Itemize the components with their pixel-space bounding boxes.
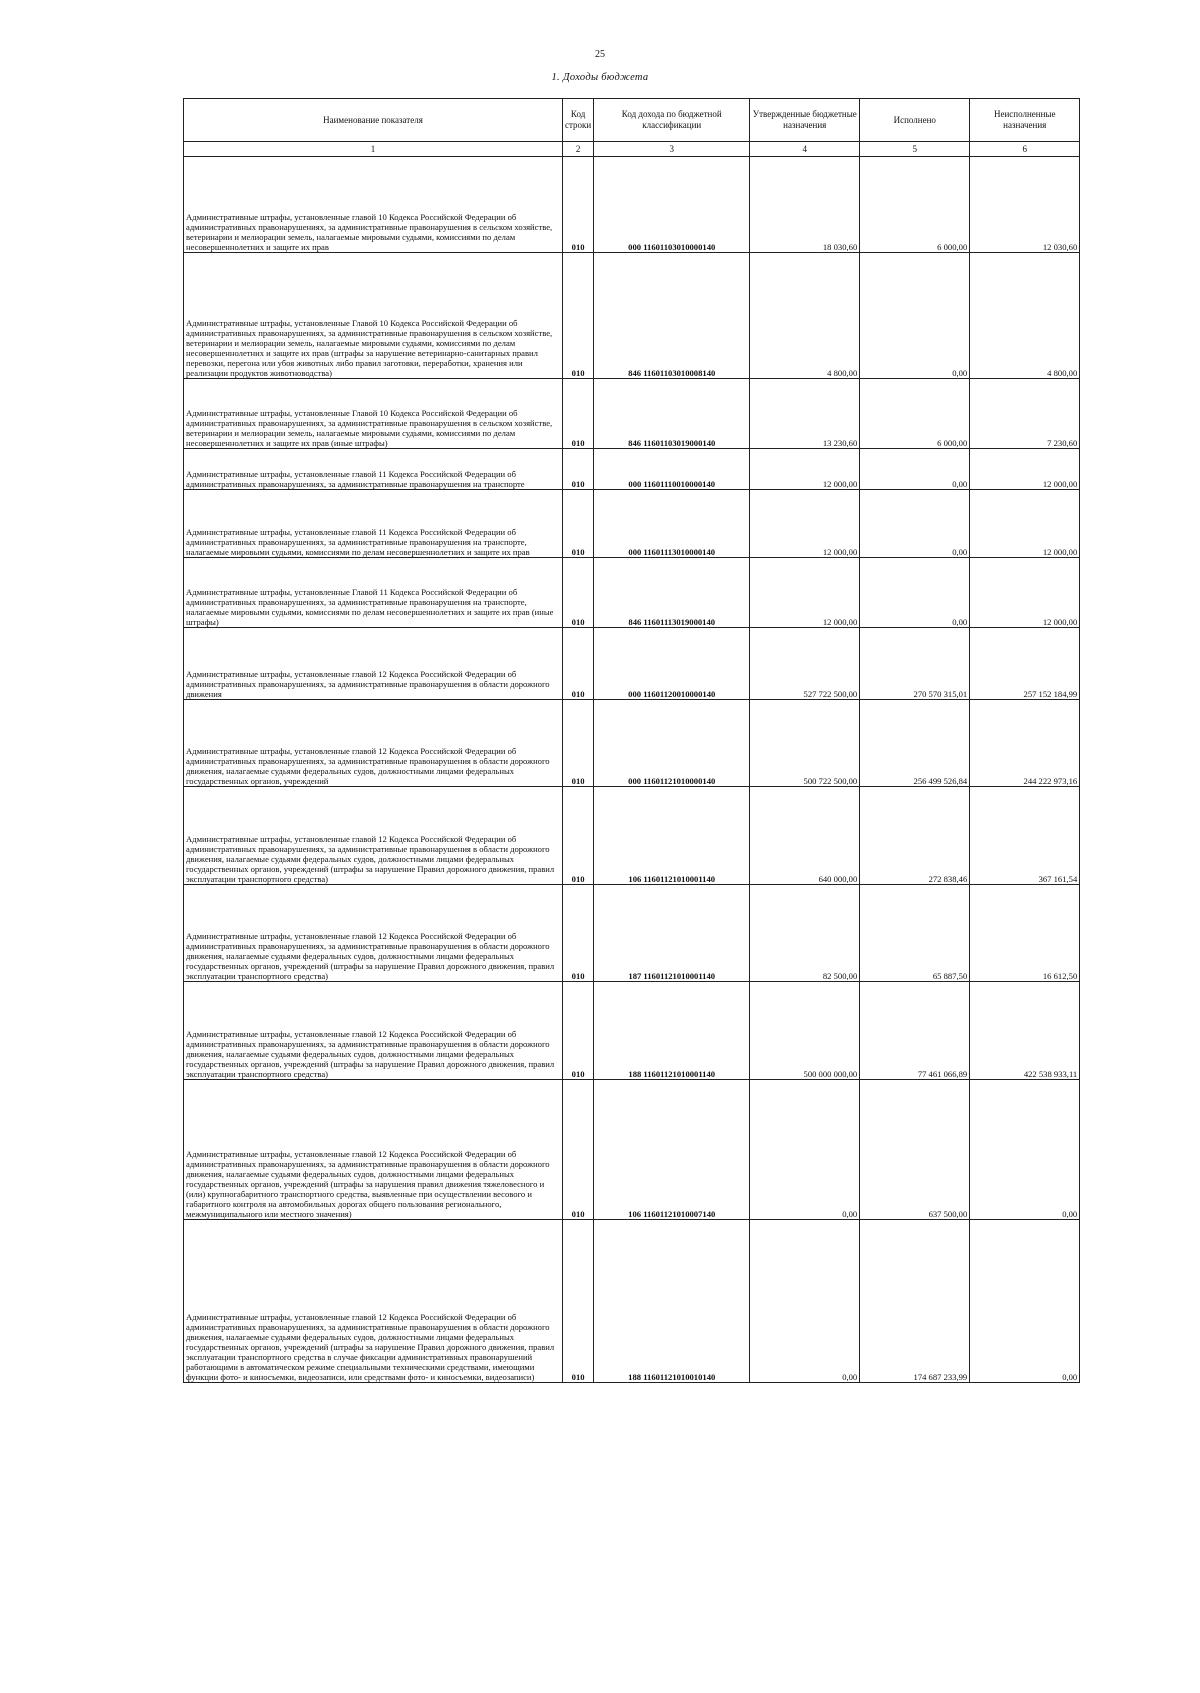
column-number: 5 <box>860 142 970 157</box>
row-budget-code: 846 11601103010008140 <box>594 253 750 379</box>
table-row <box>184 982 1080 1080</box>
header-line-code: Код строки <box>563 99 594 142</box>
row-budget-code: 000 11601110010000140 <box>594 449 750 490</box>
table-row <box>184 157 1080 253</box>
row-approved: 82 500,00 <box>750 885 860 982</box>
row-budget-code: 106 11601121010007140 <box>594 1080 750 1220</box>
row-unexecuted: 7 230,60 <box>970 379 1080 449</box>
header-approved: Утвержденные бюджетные назначения <box>750 99 860 142</box>
row-approved: 500 000 000,00 <box>750 982 860 1080</box>
row-line-code: 010 <box>563 700 594 787</box>
row-unexecuted: 12 000,00 <box>970 490 1080 558</box>
row-executed: 270 570 315,01 <box>860 628 970 700</box>
row-name: Административные штрафы, установленные главой 12 Кодекса Российской Федерации об административных правонарушениях, за административные правонарушения в области дорожного движения, налагаемые судьями федеральных судов, должностными лицами федеральных государственных органов, учреждений (штрафы за нарушение Правил дорожного движения, правил эксплуатации транспортного средства) <box>184 885 563 982</box>
row-approved: 0,00 <box>750 1080 860 1220</box>
row-line-code: 010 <box>563 558 594 628</box>
row-unexecuted: 244 222 973,16 <box>970 700 1080 787</box>
row-budget-code: 000 11601121010000140 <box>594 700 750 787</box>
row-executed: 0,00 <box>860 253 970 379</box>
row-unexecuted: 16 612,50 <box>970 885 1080 982</box>
row-name: Административные штрафы, установленные Главой 11 Кодекса Российской Федерации об административных правонарушениях, за административные правонарушения на транспорте, налагаемые мировыми судьями, комиссиями по делам несовершеннолетних и защите их прав (иные штрафы) <box>184 558 563 628</box>
row-approved: 4 800,00 <box>750 253 860 379</box>
row-approved: 500 722 500,00 <box>750 700 860 787</box>
row-name: Административные штрафы, установленные Главой 10 Кодекса Российской Федерации об административных правонарушениях, за административные правонарушения в сельском хозяйстве, ветеринарии и мелиорации земель, налагаемые мировыми судьями, комиссиями по делам несовершеннолетних и защите их прав (штрафы за нарушение ветеринарно-санитарных правил перевозки, перегона или убоя животных либо правил заготовки, переработки, хранения или реализации продуктов животноводства) <box>184 253 563 379</box>
row-budget-code: 188 11601121010001140 <box>594 982 750 1080</box>
table-row <box>184 700 1080 787</box>
row-budget-code: 846 11601103019000140 <box>594 379 750 449</box>
table-header-row <box>184 99 1080 142</box>
row-unexecuted: 0,00 <box>970 1080 1080 1220</box>
row-approved: 13 230,60 <box>750 379 860 449</box>
page-number: 25 <box>595 49 605 60</box>
column-number: 6 <box>970 142 1080 157</box>
table-row <box>184 1220 1080 1383</box>
table-row <box>184 490 1080 558</box>
row-budget-code: 106 11601121010001140 <box>594 787 750 885</box>
row-line-code: 010 <box>563 885 594 982</box>
row-executed: 272 838,46 <box>860 787 970 885</box>
row-unexecuted: 12 030,60 <box>970 157 1080 253</box>
column-numbers-row <box>184 142 1080 157</box>
table-row <box>184 885 1080 982</box>
row-executed: 77 461 066,89 <box>860 982 970 1080</box>
header-budget-code: Код дохода по бюджетной классификации <box>594 99 750 142</box>
row-line-code: 010 <box>563 1220 594 1383</box>
row-name: Административные штрафы, установленные главой 11 Кодекса Российской Федерации об административных правонарушениях, за административные правонарушения на транспорте, налагаемые мировыми судьями, комиссиями по делам несовершеннолетних и защите их прав <box>184 490 563 558</box>
row-line-code: 010 <box>563 253 594 379</box>
table-row <box>184 449 1080 490</box>
table-row <box>184 558 1080 628</box>
row-name: Административные штрафы, установленные главой 12 Кодекса Российской Федерации об административных правонарушениях, за административные правонарушения в области дорожного движения, налагаемые судьями федеральных судов, должностными лицами федеральных государственных органов, учреждений (штрафы за нарушение Правил дорожного движения, правил эксплуатации транспортного средства в случае фиксации административных правонарушений работающими в автоматическом режиме специальными техническими средствами, имеющими функции фото- и киносъемки, видеозаписи, или средствами фото- и киносъемки, видеозаписи) <box>184 1220 563 1383</box>
table-row <box>184 787 1080 885</box>
row-budget-code: 188 11601121010010140 <box>594 1220 750 1383</box>
row-executed: 256 499 526,84 <box>860 700 970 787</box>
row-unexecuted: 0,00 <box>970 1220 1080 1383</box>
row-unexecuted: 422 538 933,11 <box>970 982 1080 1080</box>
row-line-code: 010 <box>563 449 594 490</box>
row-name: Административные штрафы, установленные Главой 10 Кодекса Российской Федерации об административных правонарушениях, за административные правонарушения в сельском хозяйстве, ветеринарии и мелиорации земель, налагаемые мировыми судьями, комиссиями по делам несовершеннолетних и защите их прав (иные штрафы) <box>184 379 563 449</box>
row-unexecuted: 4 800,00 <box>970 253 1080 379</box>
row-unexecuted: 257 152 184,99 <box>970 628 1080 700</box>
column-number: 4 <box>750 142 860 157</box>
row-executed: 637 500,00 <box>860 1080 970 1220</box>
row-line-code: 010 <box>563 1080 594 1220</box>
row-approved: 527 722 500,00 <box>750 628 860 700</box>
row-name: Административные штрафы, установленные главой 11 Кодекса Российской Федерации об административных правонарушениях, за административные правонарушения на транспорте <box>184 449 563 490</box>
row-line-code: 010 <box>563 157 594 253</box>
row-name: Административные штрафы, установленные главой 12 Кодекса Российской Федерации об административных правонарушениях, за административные правонарушения в области дорожного движения, налагаемые судьями федеральных судов, должностными лицами федеральных государственных органов, учреждений (штрафы за нарушение Правил дорожного движения, правил эксплуатации транспортного средства) <box>184 787 563 885</box>
column-number: 1 <box>184 142 563 157</box>
row-budget-code: 000 11601120010000140 <box>594 628 750 700</box>
row-approved: 18 030,60 <box>750 157 860 253</box>
row-name: Административные штрафы, установленные главой 10 Кодекса Российской Федерации об административных правонарушениях, за административные правонарушения в сельском хозяйстве, ветеринарии и мелиорации земель, налагаемые мировыми судьями, комиссиями по делам несовершеннолетних и защите их прав <box>184 157 563 253</box>
header-unexecuted: Неисполненные назначения <box>970 99 1080 142</box>
row-approved: 640 000,00 <box>750 787 860 885</box>
row-executed: 6 000,00 <box>860 379 970 449</box>
row-line-code: 010 <box>563 787 594 885</box>
row-budget-code: 846 11601113019000140 <box>594 558 750 628</box>
table-row <box>184 628 1080 700</box>
row-budget-code: 000 11601103010000140 <box>594 157 750 253</box>
column-number: 2 <box>563 142 594 157</box>
row-unexecuted: 367 161,54 <box>970 787 1080 885</box>
row-unexecuted: 12 000,00 <box>970 558 1080 628</box>
row-budget-code: 187 11601121010001140 <box>594 885 750 982</box>
row-executed: 6 000,00 <box>860 157 970 253</box>
row-line-code: 010 <box>563 490 594 558</box>
row-name: Административные штрафы, установленные главой 12 Кодекса Российской Федерации об административных правонарушениях, за административные правонарушения в области дорожного движения, налагаемые судьями федеральных судов, должностными лицами федеральных государственных органов, учреждений <box>184 700 563 787</box>
row-line-code: 010 <box>563 982 594 1080</box>
row-name: Административные штрафы, установленные главой 12 Кодекса Российской Федерации об административных правонарушениях, за административные правонарушения в области дорожного движения, налагаемые судьями федеральных судов, должностными лицами федеральных государственных органов, учреждений (штрафы за нарушение Правил дорожного движения, правил эксплуатации транспортного средства) <box>184 982 563 1080</box>
row-name: Административные штрафы, установленные главой 12 Кодекса Российской Федерации об административных правонарушениях, за административные правонарушения в области дорожного движения <box>184 628 563 700</box>
table-body <box>184 157 1080 1383</box>
row-approved: 12 000,00 <box>750 558 860 628</box>
row-approved: 12 000,00 <box>750 449 860 490</box>
row-budget-code: 000 11601113010000140 <box>594 490 750 558</box>
column-number: 3 <box>594 142 750 157</box>
header-name: Наименование показателя <box>184 99 563 142</box>
row-line-code: 010 <box>563 628 594 700</box>
header-executed: Исполнено <box>860 99 970 142</box>
row-executed: 0,00 <box>860 490 970 558</box>
section-title: 1. Доходы бюджета <box>551 72 649 83</box>
revenue-table <box>183 98 1080 1383</box>
table-row <box>184 379 1080 449</box>
row-name: Административные штрафы, установленные главой 12 Кодекса Российской Федерации об административных правонарушениях, за административные правонарушения в области дорожного движения, налагаемые судьями федеральных судов, должностными лицами федеральных государственных органов, учреждений (штрафы за нарушения правил движения тяжеловесного и (или) крупногабаритного транспортного средства, выявленные при осуществлении весового и габаритного контроля на автомобильных дорогах общего пользования регионального, межмуниципального или местного значения) <box>184 1080 563 1220</box>
row-executed: 0,00 <box>860 558 970 628</box>
row-line-code: 010 <box>563 379 594 449</box>
row-executed: 174 687 233,99 <box>860 1220 970 1383</box>
table-row <box>184 1080 1080 1220</box>
row-approved: 12 000,00 <box>750 490 860 558</box>
table-row <box>184 253 1080 379</box>
row-executed: 0,00 <box>860 449 970 490</box>
row-executed: 65 887,50 <box>860 885 970 982</box>
row-unexecuted: 12 000,00 <box>970 449 1080 490</box>
row-approved: 0,00 <box>750 1220 860 1383</box>
